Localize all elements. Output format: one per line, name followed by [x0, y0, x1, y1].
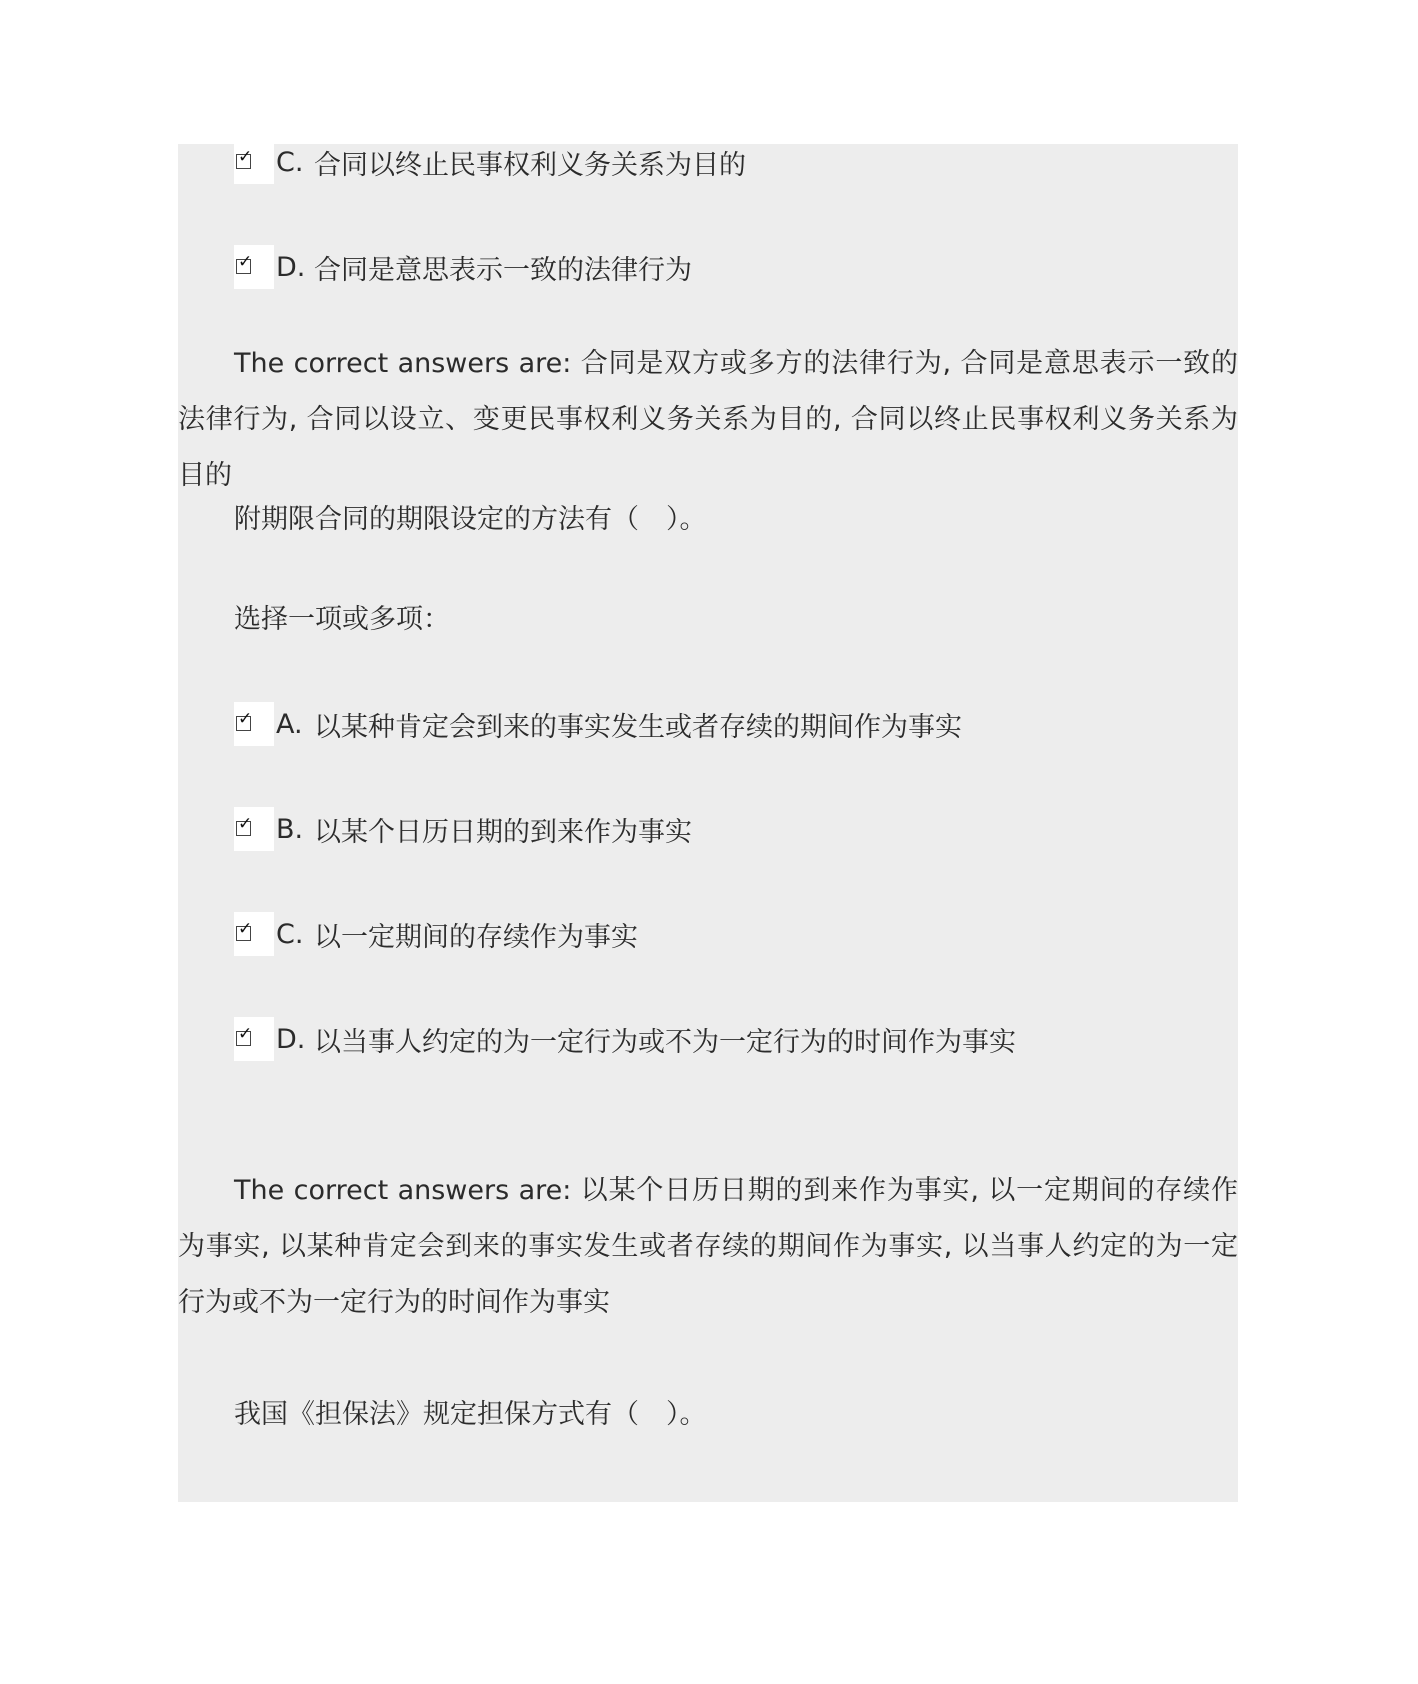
q2-option-d[interactable]: [234, 1017, 1016, 1061]
q2-question-text: 附期限合同的期限设定的方法有（ ）。: [234, 504, 707, 535]
option-letter: A.: [276, 708, 303, 740]
option-text: 合同以终止民事权利义务关系为目的: [314, 149, 746, 181]
option-letter: C.: [276, 146, 304, 178]
option-letter: B.: [276, 813, 304, 845]
q2-option-a[interactable]: [234, 702, 962, 746]
option-letter: D.: [276, 251, 306, 283]
checkbox-checked-icon[interactable]: ✓: [234, 912, 274, 956]
q1-option-c[interactable]: [234, 140, 746, 184]
checkbox-checked-icon[interactable]: ✓: [234, 807, 274, 851]
q2-correct-answers: The correct answers are: 以某个日历日期的到来作为事实, 以一定期间的存续作为事实, 以某种肯定会到来的事实发生或者存续的期间作为事实, 以当事人约定的为一定行为或不为一定行为的时间作为事实: [178, 1175, 1238, 1318]
option-letter: C.: [276, 918, 304, 950]
q2-option-c[interactable]: [234, 912, 638, 956]
q3-question-text: 我国《担保法》规定担保方式有（ ）。: [234, 1399, 707, 1430]
checkbox-checked-icon[interactable]: ✓: [234, 140, 274, 184]
option-text: 以某个日历日期的到来作为事实: [314, 816, 692, 848]
q2-option-b[interactable]: [234, 807, 692, 851]
checkbox-checked-icon[interactable]: ✓: [234, 702, 274, 746]
checkbox-checked-icon[interactable]: ✓: [234, 245, 274, 289]
q1-correct-answers: The correct answers are: 合同是双方或多方的法律行为, 合同是意思表示一致的法律行为, 合同以设立、变更民事权利义务关系为目的, 合同以终止民事权利义务关系为目的: [178, 348, 1238, 491]
q1-option-d[interactable]: [234, 245, 692, 289]
option-text: 以当事人约定的为一定行为或不为一定行为的时间作为事实: [314, 1026, 1016, 1058]
option-text: 以某种肯定会到来的事实发生或者存续的期间作为事实: [314, 711, 962, 743]
option-text: 合同是意思表示一致的法律行为: [314, 254, 692, 286]
option-letter: D.: [276, 1023, 306, 1055]
q2-instruction: 选择一项或多项：: [234, 604, 450, 635]
option-text: 以一定期间的存续作为事实: [314, 921, 638, 953]
checkbox-checked-icon[interactable]: ✓: [234, 1017, 274, 1061]
